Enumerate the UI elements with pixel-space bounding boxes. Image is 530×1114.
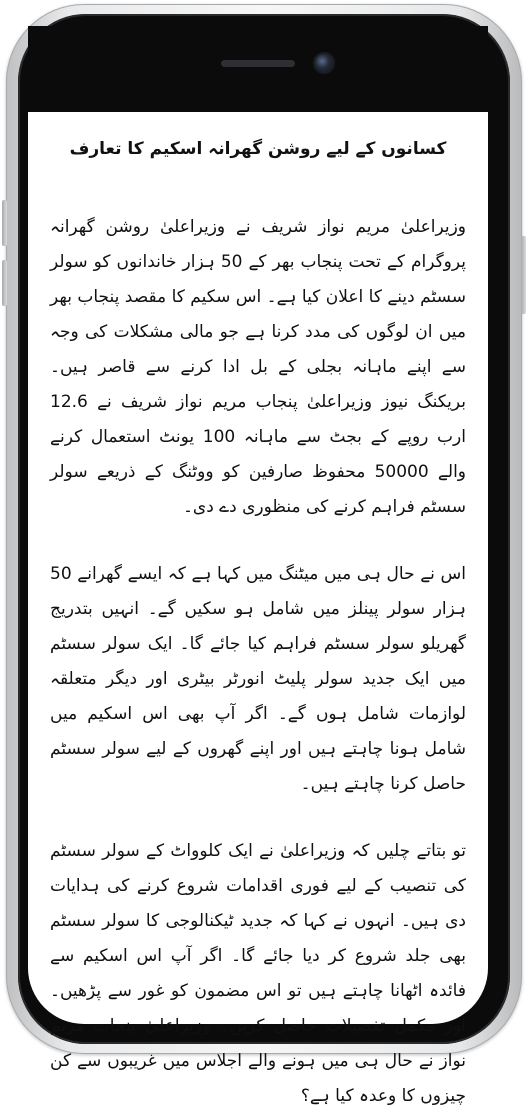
notch-area [28,26,488,112]
volume-down-button [2,260,7,306]
article-paragraph-2: اس نے حال ہی میں میٹنگ میں کہا ہے کہ ایسے گھرانے 50 ہزار سولر پینلز میں شامل ہو سکیں گے۔ انہیں بتدریج گھریلو سولر سسٹم فراہم کیا جائے گا۔ ایک سولر سسٹم میں ایک جدید سولر پلیٹ انورٹر بیٹری اور دیگر متعلقہ لوازمات شامل ہوں گے۔ اگر آپ بھی اس اسکیم میں شامل ہونا چاہتے ہیں اور اپنے گھروں کے لیے سولر سسٹم حاصل کرنا چاہتے ہیں۔ [50,564,466,794]
power-button [521,236,526,314]
speaker-grille [221,60,295,67]
article-content [50,132,467,1106]
article-paragraph-1: وزیراعلیٰ مریم نواز شریف نے وزیراعلیٰ روشن گھرانہ پروگرام کے تحت پنجاب بھر کے 50 ہزار خاندانوں کو سولر سسٹم دینے کا اعلان کیا ہے۔ اس سکیم کا مقصد پنجاب بھر میں ان لوگوں کی مدد کرنا ہے جو مالی مشکلات کی وجہ سے اپنے ماہانہ بجلی کے بل ادا کرنے سے قاصر ہیں۔ بریکنگ نیوز وزیراعلیٰ پنجاب مریم نواز شریف نے 12.6 ارب روپے کے بجٹ سے ماہانہ 100 یونٹ استعمال کرنے والے 50000 محفوظ صارفین کو ووٹنگ کے ذریعے سولر سسٹم فراہم کرنے کی منظوری دے دی۔ [50,217,467,517]
front-camera-icon [315,54,333,72]
article-paragraph-3: تو بتاتے چلیں کہ وزیراعلیٰ نے ایک کلوواٹ کے سولر سسٹم کی تنصیب کے لیے فوری اقدامات شروع کرنے کی ہدایات دی ہیں۔ انہوں نے کہا کہ جدید ٹیکنالوجی کا سولر سسٹم بھی جلد شروع کر دیا جائے گا۔ اگر آپ اس اسکیم سے فائدہ اٹھانا چاہتے ہیں تو اس مضمون کو غور سے پڑھیں۔ اور مکمل تفصیلات حاصل کریں۔ وزیراعلیٰ پنجاب مریم نواز نے حال ہی میں ہونے والے اجلاس میں غریبوں سے کن چیزوں کا وعدہ کیا ہے؟ [50,841,466,1106]
phone-screen [28,26,488,1106]
volume-up-button [2,200,7,246]
article-title: کسانوں کے لیے روشن گھرانہ اسکیم کا تعارف [69,139,447,159]
